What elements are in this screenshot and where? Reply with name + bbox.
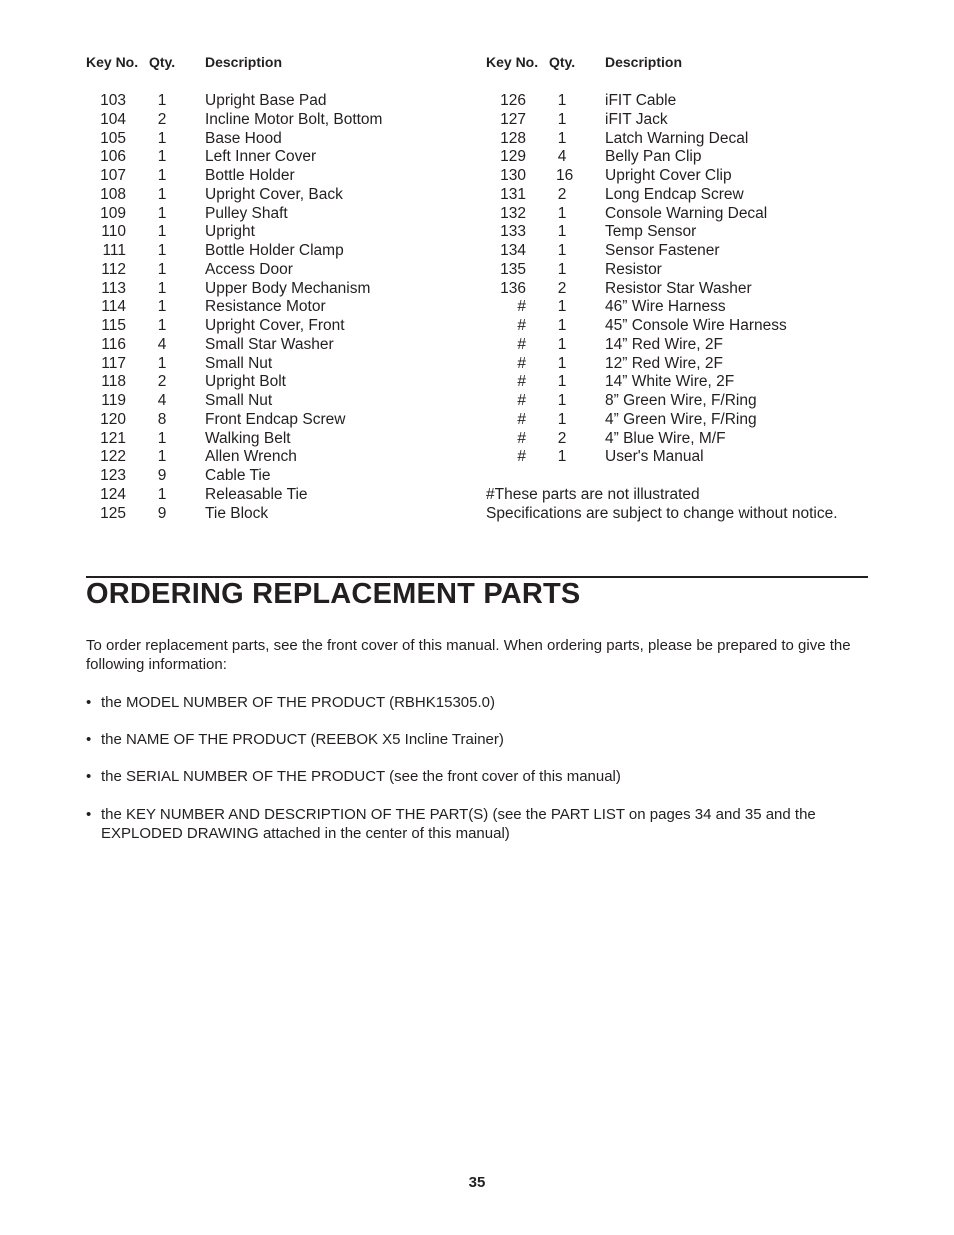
table-row xyxy=(486,148,838,167)
part-key-number: 121 xyxy=(100,429,126,447)
part-quantity: 1 xyxy=(157,354,167,372)
part-key-number: # xyxy=(517,448,526,466)
table-row xyxy=(486,186,838,205)
qty-header: Qty. xyxy=(549,54,576,70)
part-quantity: 1 xyxy=(157,167,167,184)
part-key-number: # xyxy=(517,373,526,391)
part-quantity: 4 xyxy=(157,392,167,409)
part-quantity: 2 xyxy=(157,373,167,391)
part-key-number: 106 xyxy=(100,148,126,166)
part-quantity: 4 xyxy=(557,148,567,166)
table-row xyxy=(486,261,838,280)
table-row xyxy=(486,448,838,467)
part-description: 8” Green Wire, F/Ring xyxy=(605,392,757,409)
part-description: 45” Console Wire Harness xyxy=(605,317,787,334)
part-key-number: 122 xyxy=(100,448,126,466)
table-row xyxy=(486,298,838,317)
bullet-symbol: • xyxy=(86,768,92,785)
part-key-number: 109 xyxy=(100,204,126,222)
parts-list-header xyxy=(486,54,838,74)
part-quantity: 1 xyxy=(157,429,167,447)
part-description: Belly Pan Clip xyxy=(605,148,702,166)
part-quantity: 1 xyxy=(557,410,567,428)
part-quantity: 1 xyxy=(157,129,167,147)
bullet-symbol: • xyxy=(86,806,92,823)
part-key-number: 107 xyxy=(100,167,126,184)
part-key-number: 110 xyxy=(101,223,126,241)
part-description: 14” Red Wire, 2F xyxy=(605,335,724,353)
part-description: Upright Cover, Front xyxy=(205,317,345,334)
part-quantity: 1 xyxy=(557,110,567,128)
bullet-text: the KEY NUMBER AND DESCRIPTION OF THE PART(S) (see the PART LIST on pages 34 and 35 and the EXPLODED DRAWING attached in the center of this manual) xyxy=(101,806,816,842)
part-key-number: 104 xyxy=(100,110,126,128)
part-key-number: 125 xyxy=(100,504,126,522)
part-description: Long Endcap Screw xyxy=(605,185,744,203)
part-quantity: 1 xyxy=(157,260,167,278)
bullet-item xyxy=(86,805,868,843)
part-key-number: 131 xyxy=(500,185,526,203)
part-key-number: 123 xyxy=(100,467,126,484)
part-quantity: 1 xyxy=(557,260,567,278)
part-description: Temp Sensor xyxy=(605,223,697,241)
not-illustrated-note: #These parts are not illustrated xyxy=(486,485,700,503)
table-row xyxy=(486,280,838,299)
part-description: iFIT Jack xyxy=(605,110,668,128)
table-row xyxy=(486,130,838,149)
part-key-number: 127 xyxy=(500,110,526,128)
part-quantity: 1 xyxy=(557,223,567,241)
qty-header: Qty. xyxy=(149,54,176,70)
table-row xyxy=(486,373,838,392)
part-description: Incline Motor Bolt, Bottom xyxy=(205,110,383,128)
part-quantity: 1 xyxy=(557,317,567,334)
part-quantity: 1 xyxy=(557,373,567,391)
part-quantity: 1 xyxy=(557,242,567,259)
part-description: Upright Bolt xyxy=(205,373,286,391)
part-description: User's Manual xyxy=(605,448,704,466)
part-key-number: 115 xyxy=(101,317,126,334)
table-row xyxy=(486,317,838,336)
part-key-number: 124 xyxy=(100,485,126,503)
part-description: 4” Blue Wire, M/F xyxy=(605,429,726,447)
table-row xyxy=(486,111,838,130)
part-quantity: 4 xyxy=(157,335,167,353)
part-key-number: 112 xyxy=(101,260,126,278)
part-key-number: 132 xyxy=(500,204,526,222)
bullet-text: the SERIAL NUMBER OF THE PRODUCT (see the front cover of this manual) xyxy=(101,768,621,785)
part-key-number: 130 xyxy=(500,167,526,184)
part-description: Upright Cover Clip xyxy=(605,167,732,184)
part-quantity: 2 xyxy=(557,429,567,447)
part-description: Access Door xyxy=(205,260,293,278)
section-title: ORDERING REPLACEMENT PARTS xyxy=(86,578,581,610)
part-quantity: 1 xyxy=(157,185,167,203)
part-quantity: 9 xyxy=(157,504,167,522)
table-row xyxy=(486,355,838,374)
table-row xyxy=(486,242,838,261)
parts-list-right xyxy=(486,54,838,523)
part-quantity: 1 xyxy=(157,448,167,466)
part-key-number: 113 xyxy=(101,279,126,297)
bullet-item xyxy=(86,730,868,749)
part-key-number: 134 xyxy=(500,242,526,259)
part-key-number: 133 xyxy=(500,223,526,241)
part-description: Releasable Tie xyxy=(205,485,308,503)
part-description: 46” Wire Harness xyxy=(605,298,726,316)
parts-rows-right xyxy=(486,92,838,467)
part-quantity: 9 xyxy=(157,467,167,484)
key-no-header: Key No. xyxy=(86,54,139,70)
part-description: Upright xyxy=(205,223,255,241)
part-quantity: 1 xyxy=(557,448,567,466)
description-header: Description xyxy=(605,54,683,70)
intro-paragraph: To order replacement parts, see the front cover of this manual. When ordering parts, please be prepared to give the following information: xyxy=(86,637,851,673)
part-key-number: # xyxy=(517,392,526,409)
part-description: Left Inner Cover xyxy=(205,148,317,166)
table-row xyxy=(486,167,838,186)
table-row xyxy=(486,430,838,449)
part-description: Small Nut xyxy=(205,392,273,409)
bullet-symbol: • xyxy=(86,731,92,748)
part-description: Resistor xyxy=(605,260,662,278)
table-row xyxy=(486,392,838,411)
part-key-number: 103 xyxy=(100,92,126,109)
part-description: 14” White Wire, 2F xyxy=(605,373,735,391)
part-quantity: 2 xyxy=(557,185,567,203)
part-key-number: 136 xyxy=(500,279,526,297)
part-quantity: 1 xyxy=(557,354,567,372)
part-key-number: 128 xyxy=(500,129,526,147)
description-header: Description xyxy=(205,54,283,70)
part-key-number: # xyxy=(517,410,526,428)
part-description: 12” Red Wire, 2F xyxy=(605,354,724,372)
part-quantity: 1 xyxy=(157,317,167,334)
part-key-number: # xyxy=(517,298,526,316)
part-key-number: 119 xyxy=(101,392,126,409)
parts-notes xyxy=(486,486,838,524)
table-row xyxy=(486,411,838,430)
part-key-number: 105 xyxy=(100,129,126,147)
part-quantity: 16 xyxy=(556,167,574,184)
part-description: Console Warning Decal xyxy=(605,204,768,222)
part-quantity: 1 xyxy=(557,129,567,147)
part-description: Base Hood xyxy=(205,129,282,147)
part-description: Cable Tie xyxy=(205,467,271,484)
part-description: Bottle Holder xyxy=(205,167,295,184)
part-description: 4” Green Wire, F/Ring xyxy=(605,410,757,428)
part-quantity: 1 xyxy=(157,485,167,503)
part-quantity: 1 xyxy=(557,392,567,409)
part-key-number: 108 xyxy=(100,185,126,203)
part-description: Resistance Motor xyxy=(205,298,326,316)
part-quantity: 1 xyxy=(557,92,567,109)
part-description: Latch Warning Decal xyxy=(605,129,749,147)
part-quantity: 1 xyxy=(157,204,167,222)
part-quantity: 1 xyxy=(157,279,167,297)
part-quantity: 1 xyxy=(157,148,167,166)
part-key-number: 135 xyxy=(500,260,526,278)
part-quantity: 8 xyxy=(157,410,167,428)
part-key-number: 116 xyxy=(101,335,126,353)
part-quantity: 1 xyxy=(157,223,167,241)
part-key-number: # xyxy=(517,335,526,353)
page-number: 35 xyxy=(468,1174,486,1191)
key-no-header: Key No. xyxy=(486,54,539,70)
part-key-number: # xyxy=(517,317,526,334)
part-quantity: 2 xyxy=(557,279,567,297)
part-description: Tie Block xyxy=(205,504,269,522)
specifications-note: Specifications are subject to change without notice. xyxy=(486,504,838,522)
part-quantity: 1 xyxy=(157,242,167,259)
table-row xyxy=(486,92,838,111)
part-description: Upright Cover, Back xyxy=(205,185,343,203)
table-row xyxy=(486,205,838,224)
part-key-number: 117 xyxy=(101,354,126,372)
part-quantity: 2 xyxy=(157,110,167,128)
bullet-item xyxy=(86,693,868,712)
part-key-number: # xyxy=(517,429,526,447)
part-description: Sensor Fastener xyxy=(605,242,720,259)
bullet-item xyxy=(86,767,868,786)
part-description: iFIT Cable xyxy=(605,92,677,109)
part-key-number: 129 xyxy=(500,148,526,166)
part-quantity: 1 xyxy=(557,298,567,316)
bullet-text: the MODEL NUMBER OF THE PRODUCT (RBHK15305.0) xyxy=(101,694,495,711)
part-description: Upright Base Pad xyxy=(205,92,327,109)
part-quantity: 1 xyxy=(157,92,167,109)
part-key-number: # xyxy=(517,354,526,372)
part-description: Bottle Holder Clamp xyxy=(205,242,344,259)
bullet-text: the NAME OF THE PRODUCT (REEBOK X5 Incline Trainer) xyxy=(101,731,504,748)
table-row xyxy=(486,223,838,242)
part-description: Resistor Star Washer xyxy=(605,279,752,297)
part-quantity: 1 xyxy=(157,298,167,316)
part-key-number: 111 xyxy=(102,242,126,259)
part-description: Small Nut xyxy=(205,354,273,372)
part-description: Front Endcap Screw xyxy=(205,410,346,428)
part-quantity: 1 xyxy=(557,204,567,222)
bullet-symbol: • xyxy=(86,694,92,711)
part-quantity: 1 xyxy=(557,335,567,353)
table-row xyxy=(486,336,838,355)
part-description: Upper Body Mechanism xyxy=(205,279,371,297)
part-key-number: 118 xyxy=(101,373,126,391)
part-description: Pulley Shaft xyxy=(205,204,288,222)
part-description: Walking Belt xyxy=(205,429,291,447)
part-description: Small Star Washer xyxy=(205,335,334,353)
part-key-number: 120 xyxy=(100,410,126,428)
part-key-number: 126 xyxy=(500,92,526,109)
part-description: Allen Wrench xyxy=(205,448,297,466)
part-key-number: 114 xyxy=(101,298,126,316)
